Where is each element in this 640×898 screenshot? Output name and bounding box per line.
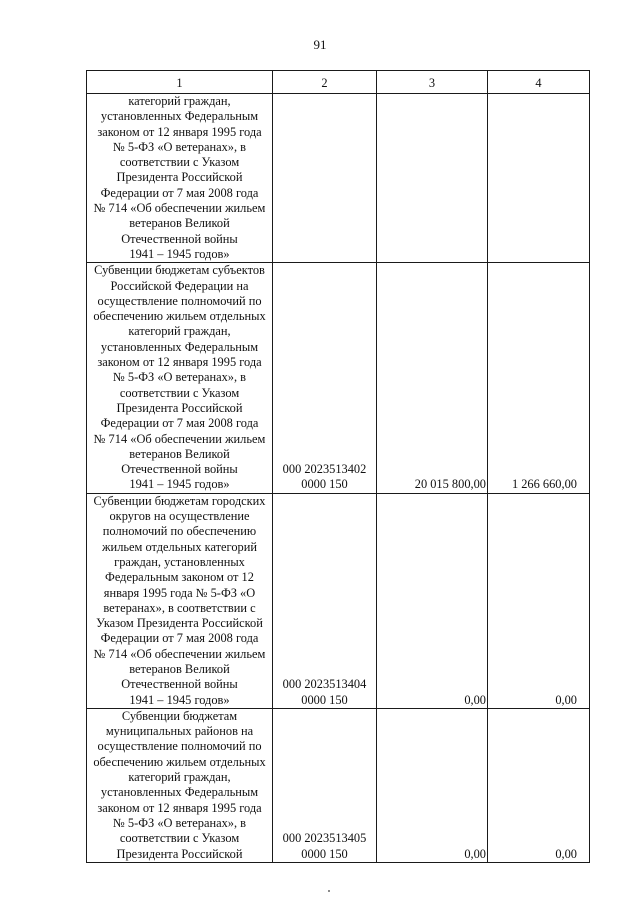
row-amount-col4 (488, 94, 590, 263)
row-amount-col3: 20 015 800,00 (377, 263, 488, 493)
row-budget-code: 000 2023513404 0000 150 (273, 493, 377, 708)
row-amount-col4: 0,00 (488, 708, 590, 862)
column-header-2: 2 (273, 71, 377, 94)
row-amount-col3 (377, 94, 488, 263)
table-row (87, 708, 590, 862)
row-description: категорий граждан, установленных Федеральным законом от 12 января 1995 года № 5-ФЗ «О ветеранах», в соответствии с Указом Президента Российской Федерации от 7 мая 2008 года № 714 «Об обеспечении жильем ветеранов Великой Отечественной войны 1941 – 1945 годов» (87, 94, 273, 263)
row-budget-code (273, 94, 377, 263)
column-header-4: 4 (488, 71, 590, 94)
page-number: 91 (313, 37, 327, 52)
row-description: Субвенции бюджетам городских округов на осуществление полномочий по обеспечению жильем отдельных категорий граждан, установленных Федеральным законом от 12 января 1995 года № 5-ФЗ «О ветеранах», в соответствии с Указом Президента Российской Федерации от 7 мая 2008 года № 714 «Об обеспечении жильем ветеранов Великой Отечественной войны 1941 – 1945 годов» (87, 493, 273, 708)
column-header-3: 3 (377, 71, 488, 94)
row-amount-col4: 1 266 660,00 (488, 263, 590, 493)
scan-speck (328, 890, 330, 892)
row-description: Субвенции бюджетам муниципальных районов на осуществление полномочий по обеспечению жильем отдельных категорий граждан, установленных Федеральным законом от 12 января 1995 года № 5-ФЗ «О ветеранах», в соответствии с Указом Президента Российской (87, 708, 273, 862)
row-description: Субвенции бюджетам субъектов Российской Федерации на осуществление полномочий по обеспечению жильем отдельных категорий граждан, установленных Федеральным законом от 12 января 1995 года № 5-ФЗ «О ветеранах», в соответствии с Указом Президента Российской Федерации от 7 мая 2008 года № 714 «Об обеспечении жильем ветеранов Великой Отечественной войны 1941 – 1945 годов» (87, 263, 273, 493)
budget-table (86, 70, 590, 863)
table-row (87, 263, 590, 493)
column-header-1: 1 (87, 71, 273, 94)
row-amount-col4: 0,00 (488, 493, 590, 708)
row-amount-col3: 0,00 (377, 708, 488, 862)
row-amount-col3: 0,00 (377, 493, 488, 708)
row-budget-code: 000 2023513405 0000 150 (273, 708, 377, 862)
table-header-row (87, 71, 590, 94)
table-row (87, 94, 590, 263)
row-budget-code: 000 2023513402 0000 150 (273, 263, 377, 493)
table-row (87, 493, 590, 708)
